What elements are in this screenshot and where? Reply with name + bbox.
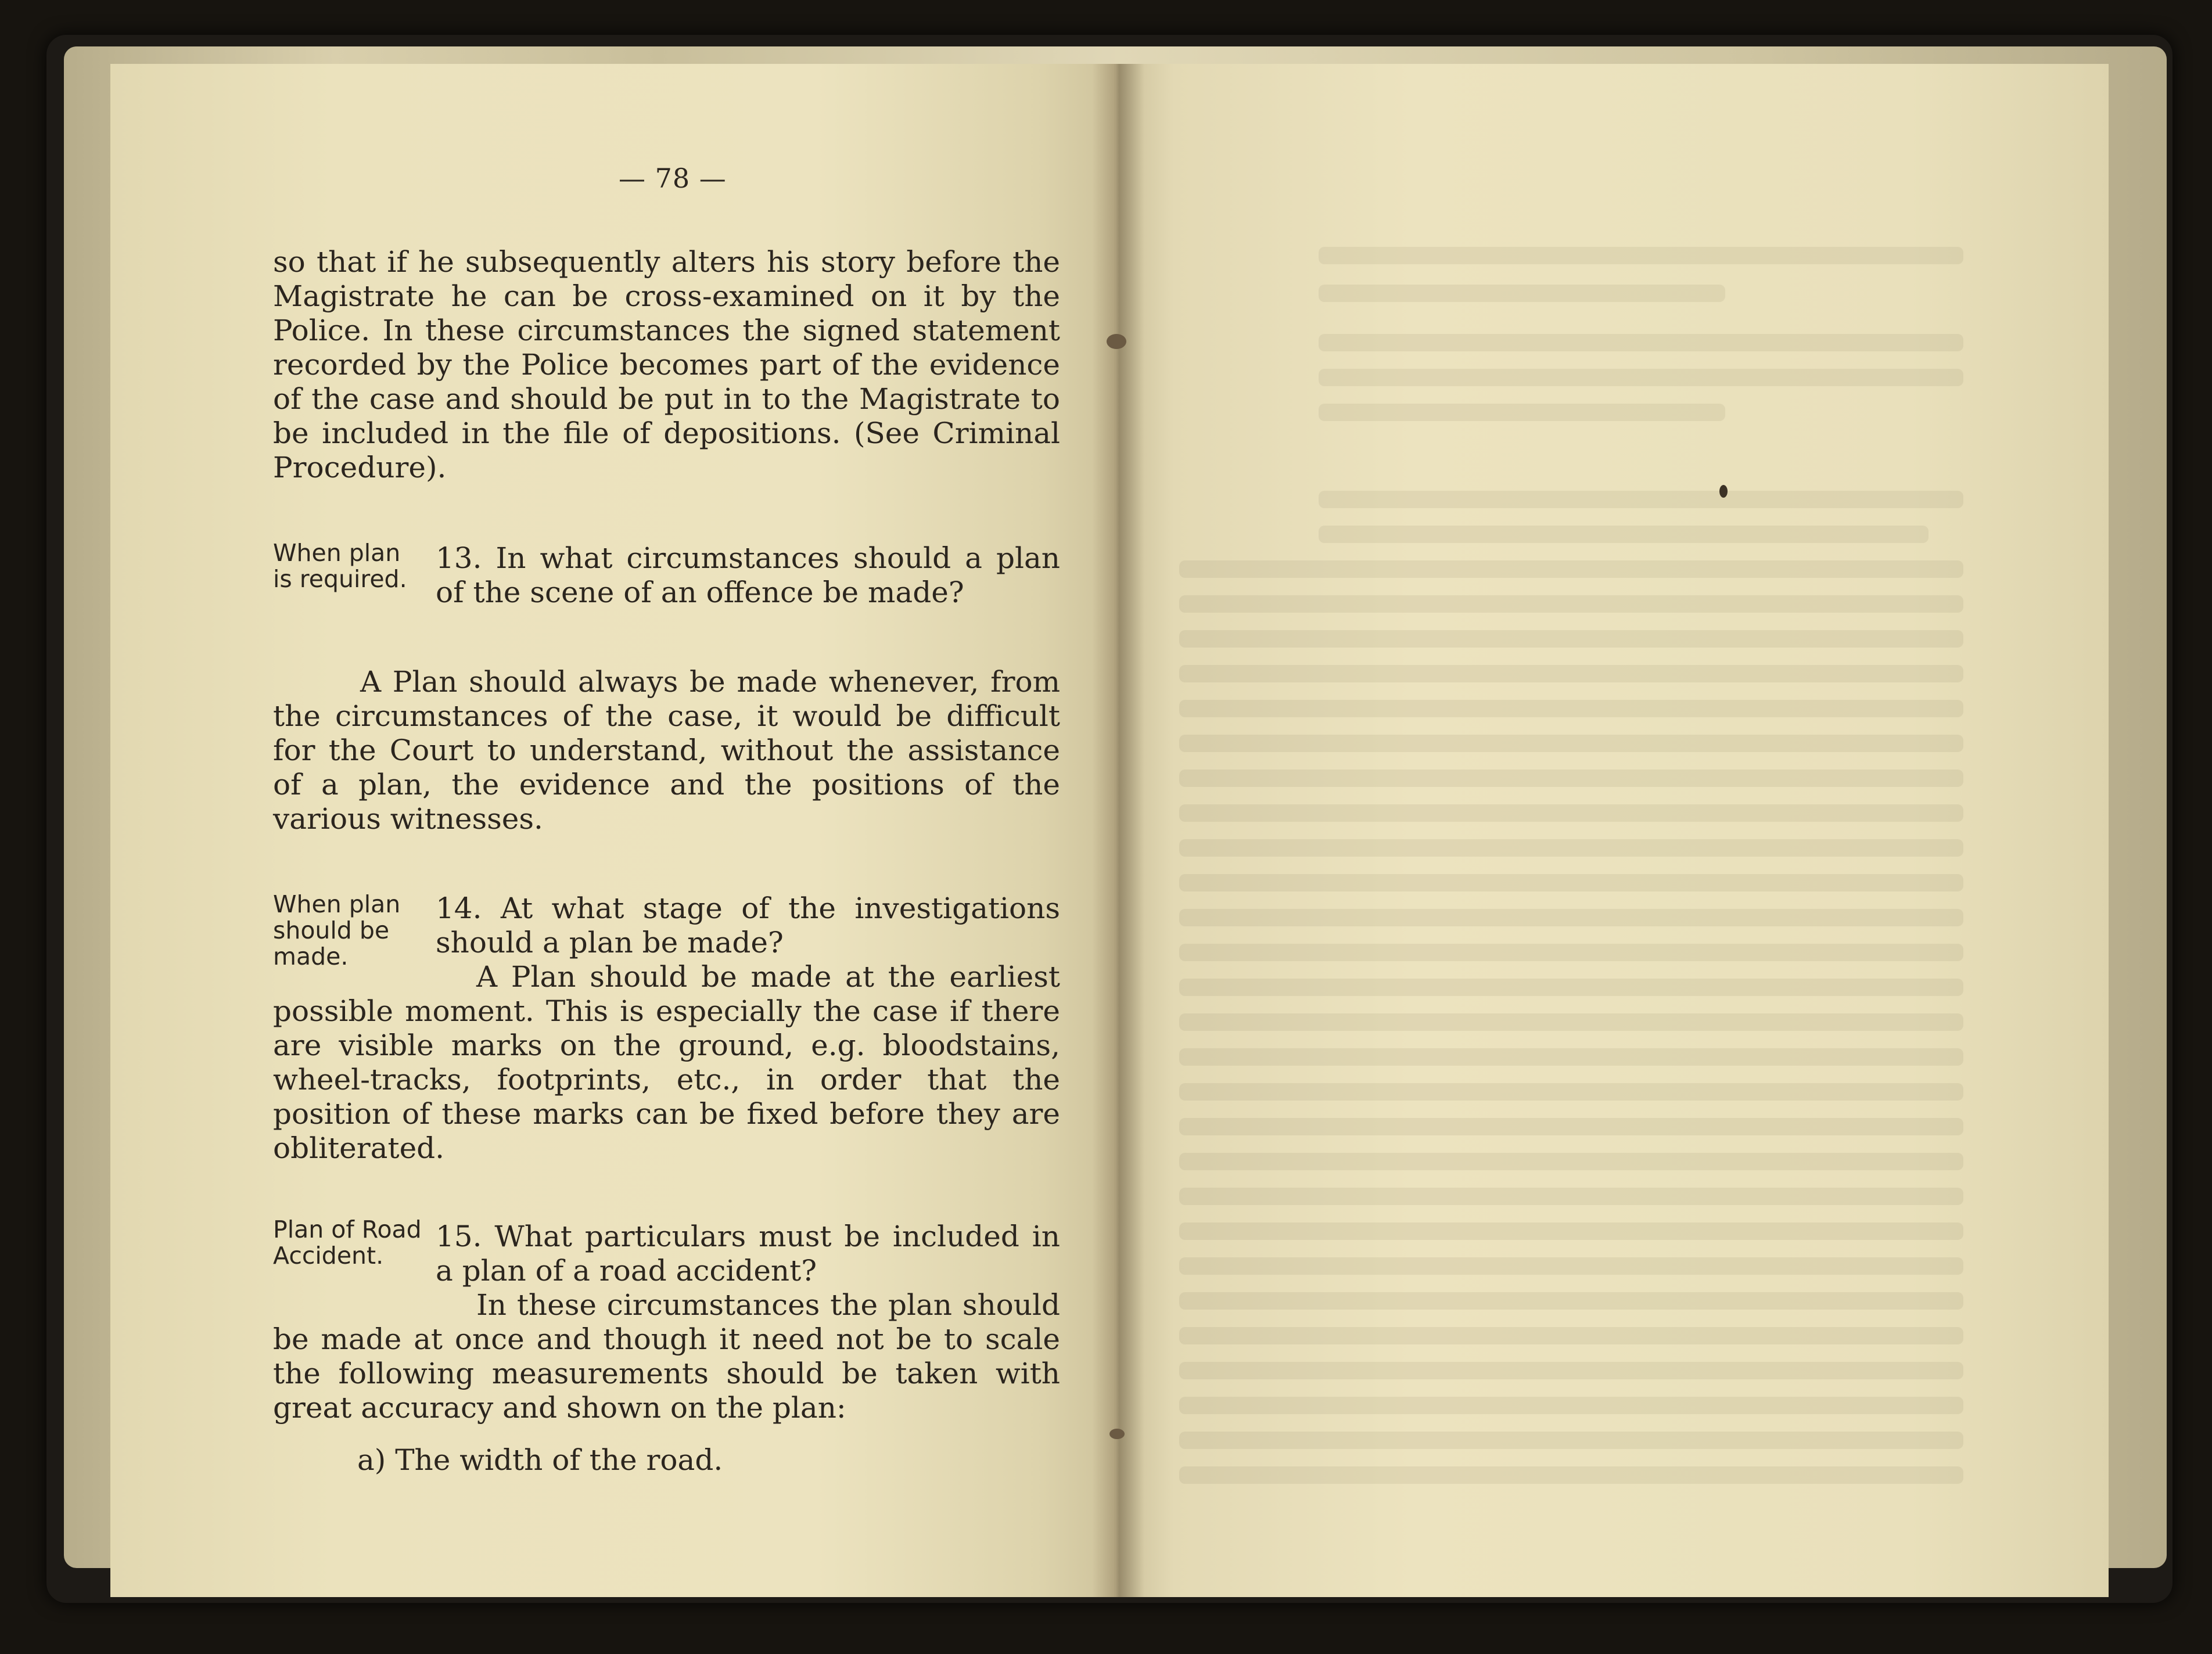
bleed-line [1179, 735, 1963, 752]
bleed-line [1179, 560, 1963, 578]
bleed-line [1319, 526, 1929, 543]
bleed-line [1179, 979, 1963, 996]
bleed-line [1179, 630, 1963, 648]
bleed-line [1319, 285, 1725, 302]
bleed-line [1179, 1048, 1963, 1066]
question-14: 14. At what stage of the investigations should a plan be made? [436, 891, 1060, 959]
opening-paragraph [273, 245, 1060, 485]
bleed-line [1179, 1432, 1963, 1449]
bleed-line [1179, 770, 1963, 787]
bleed-line [1179, 874, 1963, 891]
paper-stain [1719, 485, 1728, 498]
page-number: — 78 — [619, 163, 727, 194]
bleed-line [1179, 1013, 1963, 1031]
bleed-line [1179, 839, 1963, 857]
paper-stain [1109, 1429, 1125, 1439]
bleed-line [1179, 1466, 1963, 1484]
bleed-line [1179, 944, 1963, 961]
paper-stain [1107, 334, 1126, 349]
bleed-line [1319, 491, 1963, 508]
bleed-line [1179, 665, 1963, 682]
bleed-line [1179, 1362, 1963, 1379]
margin-note-when-plan-should-be-made: When plan should be made. [273, 890, 401, 970]
bleed-line [1179, 1257, 1963, 1275]
question-15: 15. What particulars must be included in a plan of a road accident? [436, 1220, 1060, 1288]
bleed-line [1179, 909, 1963, 926]
bleed-line [1179, 1118, 1963, 1135]
margin-note-plan-of-road-accident: Plan of Road Accident. [273, 1216, 422, 1270]
bleed-line [1179, 1153, 1963, 1170]
question-13: 13. In what circumstances should a plan of the scene of an offence be made? [436, 541, 1060, 609]
margin-note-when-plan-required: When plan is required. [273, 539, 407, 593]
answer-15: In these circumstances the plan should be made at once and though it need not be to scale the following measurements should be taken with great accuracy and shown on the plan: [273, 1288, 1060, 1425]
answer-14: A Plan should be made at the earliest possible moment. This is especially the case if there are visible marks on the ground, e.g. bloodstains, wheel-tracks, footprints, etc., in order that the position of these marks can be fixed before they are obliterated. [273, 960, 1060, 1165]
bleed-line [1179, 1083, 1963, 1101]
bleed-line [1179, 804, 1963, 822]
bleed-line [1179, 1397, 1963, 1414]
bleed-line [1179, 1327, 1963, 1344]
book-gutter [1092, 64, 1144, 1597]
answer-13: A Plan should always be made whenever, from the circumstances of the case, it would be difficult for the Court to understand, without the assistance of a plan, the evidence and the positions of the various witnesses. [273, 665, 1060, 836]
opening-paragraph-text: so that if he subsequently alters his story before the Magistrate he can be cross-examined on it by the Police. In these circumstances the signed statement recorded by the Police becomes part of the evidence of the case and should be put in to the Magistrate to be included in the file of depositions. (See Criminal Procedure). [273, 245, 1060, 484]
bleed-line [1319, 404, 1725, 421]
bleed-line [1179, 1292, 1963, 1310]
bleed-line [1319, 247, 1963, 264]
bleed-line [1179, 1222, 1963, 1240]
bleed-line [1179, 595, 1963, 613]
bleed-line [1179, 1188, 1963, 1205]
bleed-line [1319, 369, 1963, 386]
list-item-a: a) The width of the road. [357, 1443, 723, 1477]
bleed-line [1179, 700, 1963, 717]
bleed-line [1319, 334, 1963, 351]
